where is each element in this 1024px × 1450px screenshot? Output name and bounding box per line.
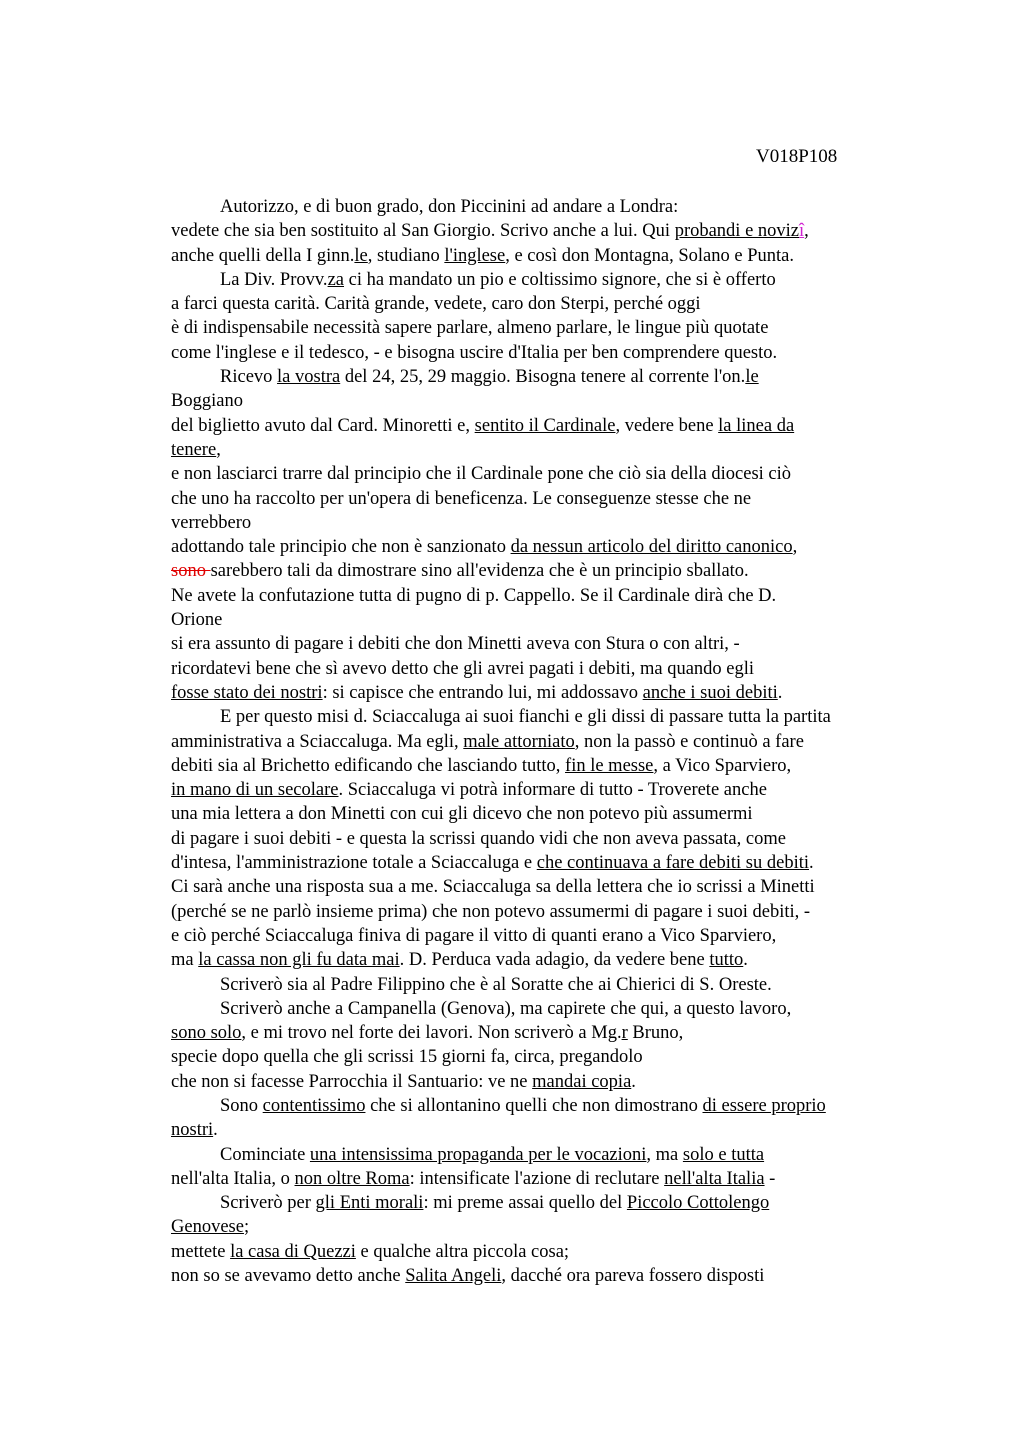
underlined-text: la linea da (718, 415, 795, 436)
text-run: come l'inglese e il tedesco, - e bisogna uscire d'Italia per ben comprendere questo. (171, 342, 778, 363)
text-run: : mi preme assai quello del (423, 1193, 627, 1214)
text-run: e non lasciarci trarre dal principio che il Cardinale pone che ciò sia della diocesi ciò (171, 464, 792, 485)
page-identifier: V018P108 (756, 146, 838, 167)
underlined-text: probandi e noviz (674, 221, 800, 242)
underlined-text: fin le messe (565, 755, 654, 776)
text-run: Scriverò anche a Campanella (Genova), ma capirete che qui, a questo lavoro, (220, 998, 792, 1019)
text-run: , a Vico Sparviero, (653, 755, 792, 776)
text-line (171, 268, 911, 292)
underlined-text: le (354, 245, 368, 266)
text-line (171, 535, 911, 559)
text-run: mettete (171, 1241, 231, 1262)
text-run: Ricevo (220, 367, 278, 388)
underlined-text: la casa di Quezzi (230, 1241, 356, 1262)
text-run: , (216, 439, 221, 460)
text-line (171, 438, 911, 462)
underlined-text: Salita Angeli (405, 1266, 502, 1287)
text-run: , (804, 221, 809, 242)
underlined-text: la vostra (277, 367, 341, 388)
text-line (171, 608, 911, 632)
text-line (171, 827, 911, 851)
underlined-text: male attorniato (463, 731, 575, 752)
text-run: Bruno, (627, 1023, 684, 1044)
text-run: (perché se ne parlò insieme prima) che non potevo assumermi di pagare i suoi debiti, - (171, 901, 811, 922)
underlined-text: non oltre Roma (294, 1168, 410, 1189)
text-run: che si allontanino quelli che non dimostrano (365, 1095, 703, 1116)
text-run: Autorizzo, e di buon grado, don Piccinini ad andare a Londra: (220, 197, 679, 217)
text-run: amministrativa a Sciaccaluga. Ma egli, (171, 731, 464, 752)
underlined-text: za (327, 269, 344, 290)
text-line (171, 1070, 911, 1094)
text-run: nell'alta Italia, o (171, 1168, 295, 1189)
text-run: Scriverò sia al Padre Filippino che è al Soratte che ai Chierici di S. Oreste. (220, 974, 772, 995)
text-run: d'intesa, l'amministrazione totale a Sciaccaluga e (171, 853, 537, 874)
text-line (171, 195, 911, 219)
text-line (171, 1167, 911, 1191)
text-line (171, 997, 911, 1021)
text-run: . Sciaccaluga vi potrà informare di tutto - Troverete anche (338, 780, 767, 801)
text-line (171, 681, 911, 705)
text-line (171, 414, 911, 438)
text-run: , e mi trovo nel forte dei lavori. Non scriverò a Mg. (241, 1023, 622, 1044)
text-run: del biglietto avuto dal Card. Minoretti e, (171, 415, 475, 436)
underlined-text: la cassa non gli fu data mai (198, 950, 400, 971)
text-run: che non si facesse Parrocchia il Santuario: ve ne (171, 1071, 533, 1092)
text-run: Sono (220, 1095, 263, 1116)
text-run: ; (243, 1217, 250, 1238)
text-run: ma (171, 950, 199, 971)
letter-body (171, 195, 911, 1288)
underlined-text: nell'alta Italia (664, 1168, 765, 1189)
text-line (171, 632, 911, 656)
text-run: E per questo misi d. Sciaccaluga ai suoi fianchi e gli dissi di passare tutta la partita (220, 707, 831, 728)
underlined-text: fosse stato dei nostri (171, 682, 323, 703)
text-run: . (213, 1120, 218, 1141)
text-run: a farci questa carità. Carità grande, vedete, caro don Sterpi, perché oggi (171, 294, 701, 315)
text-line (171, 802, 911, 826)
underlined-text: Piccolo Cottolengo (626, 1193, 770, 1214)
text-line (171, 462, 911, 486)
text-line (171, 778, 911, 802)
text-line (171, 1094, 911, 1118)
text-run: del 24, 25, 29 maggio. Bisogna tenere al corrente l'on. (340, 367, 746, 388)
text-line (171, 365, 911, 389)
underlined-text: solo e tutta (682, 1144, 765, 1165)
text-run: Orione (171, 610, 223, 631)
text-run: , studiano (367, 245, 445, 266)
text-run: vedete che sia ben sostituito al San Giorgio. Scrivo anche a lui. Qui (171, 221, 675, 242)
underlined-text: mandai copia (532, 1071, 632, 1092)
text-line (171, 1191, 911, 1215)
underlined-text: tenere (171, 439, 217, 460)
text-run: . (777, 682, 783, 703)
underlined-text: da nessun articolo del diritto canonico (510, 537, 793, 558)
text-run: è di indispensabile necessità sapere parlare, almeno parlare, le lingue più quotate (171, 318, 769, 339)
text-run: . (809, 853, 814, 874)
text-run: specie dopo quella che gli scrissi 15 giorni fa, circa, pregandolo (171, 1047, 643, 1068)
underlined-text: r (621, 1023, 628, 1044)
text-run: . (631, 1071, 636, 1092)
text-line (171, 948, 911, 972)
text-line (171, 1143, 911, 1167)
underlined-text: î (799, 221, 805, 242)
text-line (171, 657, 911, 681)
text-run: Scriverò per (220, 1193, 316, 1214)
text-run: e qualche altra piccola cosa; (355, 1241, 570, 1262)
text-line (171, 487, 911, 511)
text-run: non so se avevamo detto anche (171, 1266, 406, 1287)
text-run: debiti sia al Brichetto edificando che lasciando tutto, (171, 755, 566, 776)
text-line (171, 705, 911, 729)
underlined-text: nostri (171, 1120, 214, 1141)
text-line (171, 219, 911, 243)
text-line (171, 754, 911, 778)
text-line (171, 389, 911, 413)
underlined-text: tutto (709, 950, 744, 971)
text-run: ricordatevi bene che sì avevo detto che gli avrei pagati i debiti, ma quando egli (171, 658, 755, 679)
text-run: : si capisce che entrando lui, mi addossavo (322, 682, 643, 703)
text-run: anche quelli della I ginn. (171, 245, 355, 266)
text-run: Boggiano (171, 391, 243, 412)
underlined-text: che continuava a fare debiti su debiti (536, 853, 809, 874)
text-run: La Div. Provv. (220, 269, 328, 290)
text-line (171, 851, 911, 875)
text-run: Ci sarà anche una risposta sua a me. Sciaccaluga sa della lettera che io scrissi a Minetti (171, 877, 815, 898)
underlined-text: sono solo (171, 1023, 242, 1044)
text-line (171, 559, 911, 583)
underlined-text: Genovese (171, 1217, 244, 1238)
text-line (171, 341, 911, 365)
text-run: , non la passò e continuò a fare (574, 731, 804, 752)
text-run: - (764, 1168, 776, 1189)
underlined-text: una intensissima propaganda per le vocazioni (309, 1144, 647, 1165)
text-run: . (743, 950, 748, 971)
text-line (171, 1240, 911, 1264)
text-line (171, 924, 911, 948)
text-line (171, 973, 911, 997)
text-run: . D. Perduca vada adagio, da vedere bene (399, 950, 710, 971)
text-run: Cominciate (220, 1144, 310, 1165)
text-run: , vedere bene (615, 415, 719, 436)
text-run: adottando tale principio che non è sanzionato (171, 537, 511, 558)
text-line (171, 1118, 911, 1142)
text-run: ci ha mandato un pio e coltissimo signore, che si è offerto (344, 269, 776, 290)
underlined-text: le (745, 367, 759, 388)
text-line (171, 511, 911, 535)
underlined-text: gli Enti morali (315, 1193, 424, 1214)
text-line (171, 292, 911, 316)
text-run: Ne avete la confutazione tutta di pugno di p. Cappello. Se il Cardinale dirà che D. (171, 585, 777, 606)
text-line (171, 900, 911, 924)
underlined-text: di essere proprio (702, 1095, 826, 1116)
text-line (171, 316, 911, 340)
text-run: verrebbero (171, 512, 252, 533)
text-run: , (792, 537, 798, 558)
text-line (171, 584, 911, 608)
text-run: e ciò perché Sciaccaluga finiva di pagare il vitto di quanti erano a Vico Sparviero, (171, 925, 777, 946)
text-line (171, 875, 911, 899)
text-run: che uno ha raccolto per un'opera di beneficenza. Le conseguenze stesse che ne (171, 488, 752, 509)
underlined-text: anche i suoi debiti (642, 682, 778, 703)
text-line (171, 1021, 911, 1045)
text-line (171, 1215, 911, 1239)
text-line (171, 1045, 911, 1069)
text-run: di pagare i suoi debiti - e questa la scrissi quando vidi che non aveva passata, come (171, 828, 786, 849)
underlined-text: l'inglese (444, 245, 506, 266)
text-run: , e così don Montagna, Solano e Punta. (505, 245, 794, 266)
underlined-text: sentito il Cardinale (474, 415, 616, 436)
text-line (171, 1264, 911, 1288)
text-run: una mia lettera a don Minetti con cui gli dicevo che non potevo più assumermi (171, 804, 753, 825)
underlined-text: contentissimo (262, 1095, 366, 1116)
strikethrough-text: sono (171, 561, 211, 582)
text-line (171, 730, 911, 754)
text-run: , ma (646, 1144, 683, 1165)
text-line (171, 244, 911, 268)
text-run: sarebbero tali da dimostrare sino all'evidenza che è un principio sballato. (210, 561, 749, 582)
text-run: , dacché ora pareva fossero disposti (501, 1266, 765, 1287)
text-run: : intensificate l'azione di reclutare (409, 1168, 665, 1189)
underlined-text: in mano di un secolare (171, 780, 339, 801)
text-run: si era assunto di pagare i debiti che don Minetti aveva con Stura o con altri, - (171, 634, 740, 655)
